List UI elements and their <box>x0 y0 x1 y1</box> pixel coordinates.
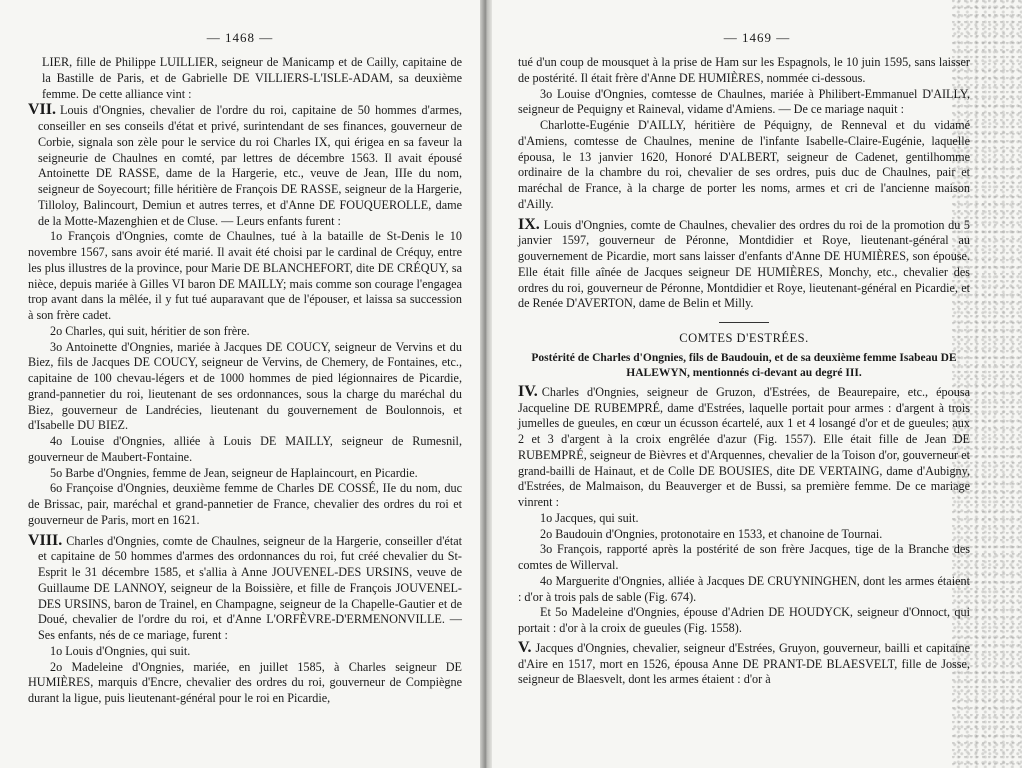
paragraph: Louis d'Ongnies, chevalier de l'ordre du roi, capitaine de 50 hommes d'armes, conseiller en ses conseils d'état et privé, surintendant de ses finances, gouverneur de Corbie, signala son zèle pour le service du roi Charles IX, qui érigea en sa faveur la seigneurie de Chaulnes en comté, par lettres de décembre 1563. Il avait épousé Antoinette DE RASSE, dame de la Hargerie, etc., veuve de Jean, IIIe du nom, seigneur de Soyecourt; fille héritière de François DE RASSE, seigneur de la Hargerie, Tilloloy, Balincourt, Demiun et autres terres, et d'Anne DE FOUQUEROLLE, dame de la Motte-Mazenghien et de Cluse. — Leurs enfants furent : <box>38 103 462 228</box>
paragraph: Charles d'Ongnies, comte de Chaulnes, seigneur de la Hargerie, conseiller d'état et capitaine de 50 hommes d'armes des ordonnances du roi, fut créé chevalier du St-Esprit le 31 décembre 1585, et s'allia à Anne JOUVENEL-DES URSINS, veuve de Guillaume DE LANNOY, seigneur de la Boissière, et fille de François JOUVENEL-DES URSINS, baron de Trainel, en Champagne, seigneur de la Chapelle-Gautier et de Doué, chevalier de l'ordre du roi, et d'Anne L'ORFÈVRE-D'ERMENONVILLE. — Ses enfants, nés de ce mariage, furent : <box>38 533 462 642</box>
paragraph: LIER, fille de Philippe LUILLIER, seigneur de Manicamp et de Cailly, capitaine de la Bastille de Paris, et de Gabrielle DE VILLIERS-L'ISLE-ADAM, sa deuxième femme. De cette alliance vint : <box>42 55 462 101</box>
paragraph: Charlotte-Eugénie D'AILLY, héritière de Péquigny, de Renneval et du vidamé d'Amiens, comtesse de Chaulnes, menine de l'infante Isabelle-Claire-Eugénie, laquelle épousa, le 13 janvier 1620, Honoré D'ALBERT, seigneur de Cadenet, gentilhomme ordinaire de la chambre du roi, chevalier de ses ordres, puis duc de Chaulnes, pair et maréchal de France, à la charge de porter les noms, armes et cri de l'ancienne maison d'Ailly. <box>518 118 970 211</box>
left-page-text <box>0 55 480 707</box>
paragraph: 2o Baudouin d'Ongnies, protonotaire en 1533, et chanoine de Tournai. <box>540 526 883 541</box>
paragraph: 4o Marguerite d'Ongnies, alliée à Jacques DE CRUYNINGHEN, dont les armes étaient : d'or à trois pals de sable (Fig. 674). <box>518 573 970 604</box>
section-title: COMTES D'ESTRÉES. <box>679 331 809 345</box>
degree-vii-entry <box>28 102 462 229</box>
degree-v-entry <box>518 640 970 688</box>
paragraph: tué d'un coup de mousquet à la prise de Ham sur les Espagnols, le 10 juin 1595, sans laisser de postérité. Il était frère d'Anne DE HUMIÈRES, nommée ci-dessous. <box>518 55 970 85</box>
left-page <box>0 0 480 768</box>
right-page <box>492 0 1022 768</box>
section-divider <box>719 322 769 323</box>
right-page-number: — 1469 — <box>723 30 791 45</box>
paragraph: Charles d'Ongnies, seigneur de Gruzon, d'Estrées, de Beaurepaire, etc., épousa Jacqueline DE RUBEMPRÉ, dame d'Estrées, laquelle portait pour armes : d'argent à trois jumelles de gueules, en cœur un écusson écartelé, aux 1 et 4 losangé d'or et de gueules; aux 2 et 3 d'argent à la croix engrêlée d'azur (Fig. 1557). Elle était fille de Jean DE RUBEMPRÉ, seigneur de Bièvres et d'Arquennes, chevalier de la Toison d'or, gouverneur et grand-bailli de Hainaut, et de Colle DE BOUSIES, dite DE VERTAING, dame d'Aubigny, d'Estrées, de Malmaison, du Beauverger et de Bussi, sa première femme. De ce mariage vinrent : <box>518 384 970 509</box>
paragraph: Louis d'Ongnies, comte de Chaulnes, chevalier des ordres du roi de la promotion du 5 janvier 1597, gouverneur de Péronne, Montdidier et Roye, lieutenant-général au gouvernement de Picardie, mort sans laisser d'enfants d'Anne DE HUMIÈRES, son épouse. Elle était fille aînée de Jacques seigneur DE HUMIÈRES, Monchy, etc., chevalier des ordres du roi, gouverneur de Péronne, Montdidier et Roye, lieutenant-général en Picardie, et de Renée D'AVERTON, dame de Belin et Milly. <box>518 217 970 311</box>
degree-numeral: VIII. <box>28 531 63 549</box>
degree-numeral: IV. <box>518 382 538 400</box>
paragraph: 3o Antoinette d'Ongnies, mariée à Jacques DE COUCY, seigneur de Vervins et du Biez, fils de Jacques DE COUCY, seigneur de Vervins, de Chemery, de Fontaines, etc., capitaine de 100 chevau-légers et de 1000 hommes de pied légionnaires de Picardie, grand-pannetier du roi, lieutenant de ses ordonnances, sous la charge du maréchal du Biez, gouverneur de Landrécies, lieutenant du gouvernement de Boulonnois, et d'Isabelle DU BIEZ. <box>28 339 462 433</box>
paragraph: Jacques d'Ongnies, chevalier, seigneur d'Estrées, Gruyon, gouverneur, bailli et capitaine d'Aire en 1517, mort en 1526, épousa Anne DE PRANT-DE BLAESVELT, fille de Josse, seigneur de Blaesvelt, dont les armes étaient : d'or à <box>518 640 970 687</box>
degree-ix-entry <box>518 217 970 313</box>
degree-numeral: V. <box>518 638 532 656</box>
paragraph: 1o François d'Ongnies, comte de Chaulnes, tué à la bataille de St-Denis le 10 novembre 1567, sans avoir été marié. Il avait été choisi par le cardinal de Créquy, entre les plus illustres de la province, pour Marie DE BLANCHEFORT, dite DE CRÉQUY, sa nièce, depuis mariée à Gilles VI baron DE MAILLY; mais comme son courage l'engagea trop avant dans la mêlée, il y fut tué auparavant que de l'épouser, et laissa sa succession à son frère cadet. <box>28 229 462 322</box>
paragraph: 2o Madeleine d'Ongnies, mariée, en juillet 1585, à Charles seigneur DE HUMIÈRES, marquis d'Encre, chevalier des ordres du roi, gouverneur de Compiègne durant la ligue, puis lieutenant-général pour le roi en Picardie, <box>28 659 462 705</box>
degree-numeral: VII. <box>28 101 57 119</box>
left-page-number: — 1468 — <box>206 30 274 45</box>
paragraph: 5o Barbe d'Ongnies, femme de Jean, seigneur de Haplaincourt, en Picardie. <box>50 465 418 480</box>
section-subtitle: Postérité de Charles d'Ongnies, fils de Baudouin, et de sa deuxième femme Isabeau DE HALEWYN, mentionnés ci-devant au degré III. <box>531 351 957 379</box>
paragraph: 1o Louis d'Ongnies, qui suit. <box>50 643 191 658</box>
paragraph: Et 5o Madeleine d'Ongnies, épouse d'Adrien DE HOUDYCK, seigneur d'Onnoct, qui portait : d'or à la croix de gueules (Fig. 1558). <box>518 605 970 635</box>
paragraph: 2o Charles, qui suit, héritier de son frère. <box>50 323 250 338</box>
paragraph: 6o Françoise d'Ongnies, deuxième femme de Charles DE COSSÉ, IIe du nom, duc de Brissac, pair, maréchal et grand-pannetier de France, chevalier des ordres du roi et gouverneur de Paris, mort en 1621. <box>28 481 462 527</box>
paragraph: 1o Jacques, qui suit. <box>540 510 639 525</box>
paragraph: 3o François, rapporté après la postérité de son frère Jacques, tige de la Branche des comtes de Willerval. <box>518 542 970 572</box>
degree-iv-entry <box>518 384 970 511</box>
paragraph: 4o Louise d'Ongnies, alliée à Louis DE MAILLY, seigneur de Rumesnil, gouverneur de Maubert-Fontaine. <box>28 434 462 464</box>
paragraph: 3o Louise d'Ongnies, comtesse de Chaulnes, mariée à Philibert-Emmanuel D'AILLY, seigneur de Pequigny et Raineval, vidame d'Amiens. — De ce mariage naquit : <box>518 86 970 117</box>
degree-viii-entry <box>28 533 462 644</box>
degree-numeral: IX. <box>518 215 540 233</box>
right-page-text <box>492 55 1022 688</box>
book-gutter <box>480 0 492 768</box>
